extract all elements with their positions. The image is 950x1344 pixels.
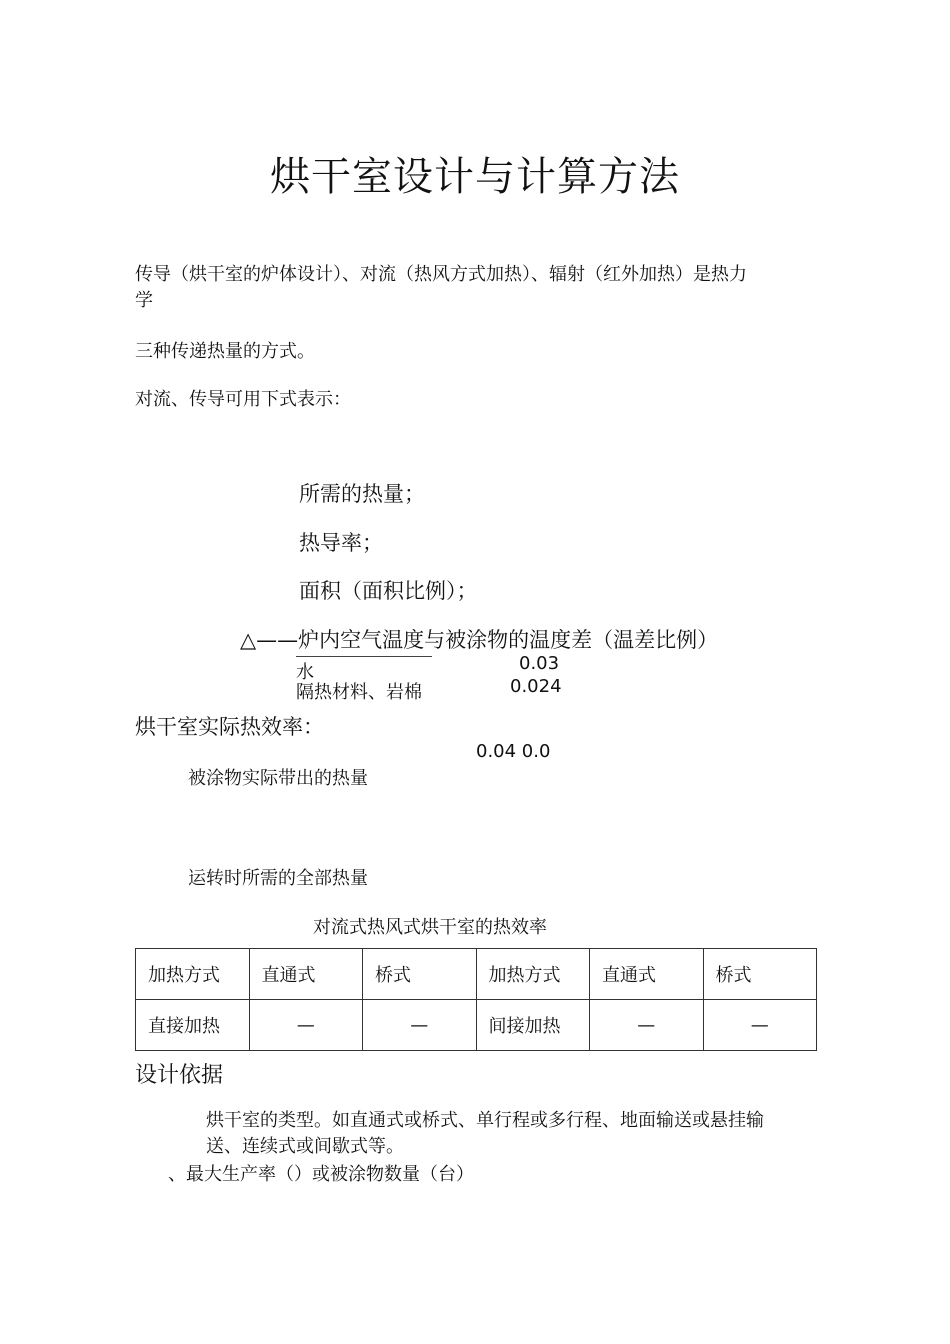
material-name-insulation: 隔热材料、岩棉 [296,682,422,703]
efficiency-denominator: 运转时所需的全部热量 [188,868,368,889]
design-basis-item1-line1: 烘干室的类型。如直通式或桥式、单行程或多行程、地面输送或悬挂输 [206,1110,764,1131]
table-cell: — [590,1000,704,1051]
intro-line-3: 三种传递热量的方式。 [135,341,315,362]
table-cell: 加热方式 [476,949,590,1000]
design-basis-item2: 、最大生产率（）或被涂物数量（台） [168,1164,474,1185]
efficiency-heading: 烘干室实际热效率： [135,715,324,739]
table-cell: — [363,1000,477,1051]
table-cell: — [249,1000,363,1051]
material-name-water: 水 [296,662,314,683]
design-basis-heading: 设计依据 [135,1063,224,1088]
efficiency-table [135,948,817,1051]
table-cell: 直通式 [590,949,704,1000]
efficiency-partial-value: 0.04 0.0 [476,741,551,762]
efficiency-partial-row [476,741,566,762]
table-cell: 桥式 [363,949,477,1000]
intro-line-1: 传导（烘干室的炉体设计）、对流（热风方式加热）、辐射（红外加热）是热力 [135,264,747,285]
definition-conductivity: 热导率； [299,531,383,555]
material-value-insulation: 0.024 [510,676,562,697]
table-row [136,949,817,1000]
table-cell: 间接加热 [476,1000,590,1051]
table-cell: 加热方式 [136,949,250,1000]
table-cell: — [703,1000,817,1051]
material-separator-line [296,656,432,657]
table-cell: 直接加热 [136,1000,250,1051]
table-caption: 对流式热风式烘干室的热效率 [313,917,547,938]
definition-area: 面积（面积比例）； [299,579,478,603]
table-cell: 桥式 [703,949,817,1000]
material-value-water: 0.03 [519,653,560,674]
table-row [136,1000,817,1051]
definition-heat: 所需的热量； [299,482,425,506]
intro-line-4: 对流、传导可用下式表示： [135,389,351,410]
intro-line-2: 学 [135,290,153,311]
material-row-insulation [296,678,456,703]
page-title: 烘干室设计与计算方法 [270,153,680,200]
definition-temperature-diff: △——炉内空气温度与被涂物的温度差（温差比例） [240,628,719,652]
efficiency-numerator: 被涂物实际带出的热量 [188,768,368,789]
design-basis-item1-line2: 送、连续式或间歇式等。 [206,1136,404,1157]
table-cell: 直通式 [249,949,363,1000]
